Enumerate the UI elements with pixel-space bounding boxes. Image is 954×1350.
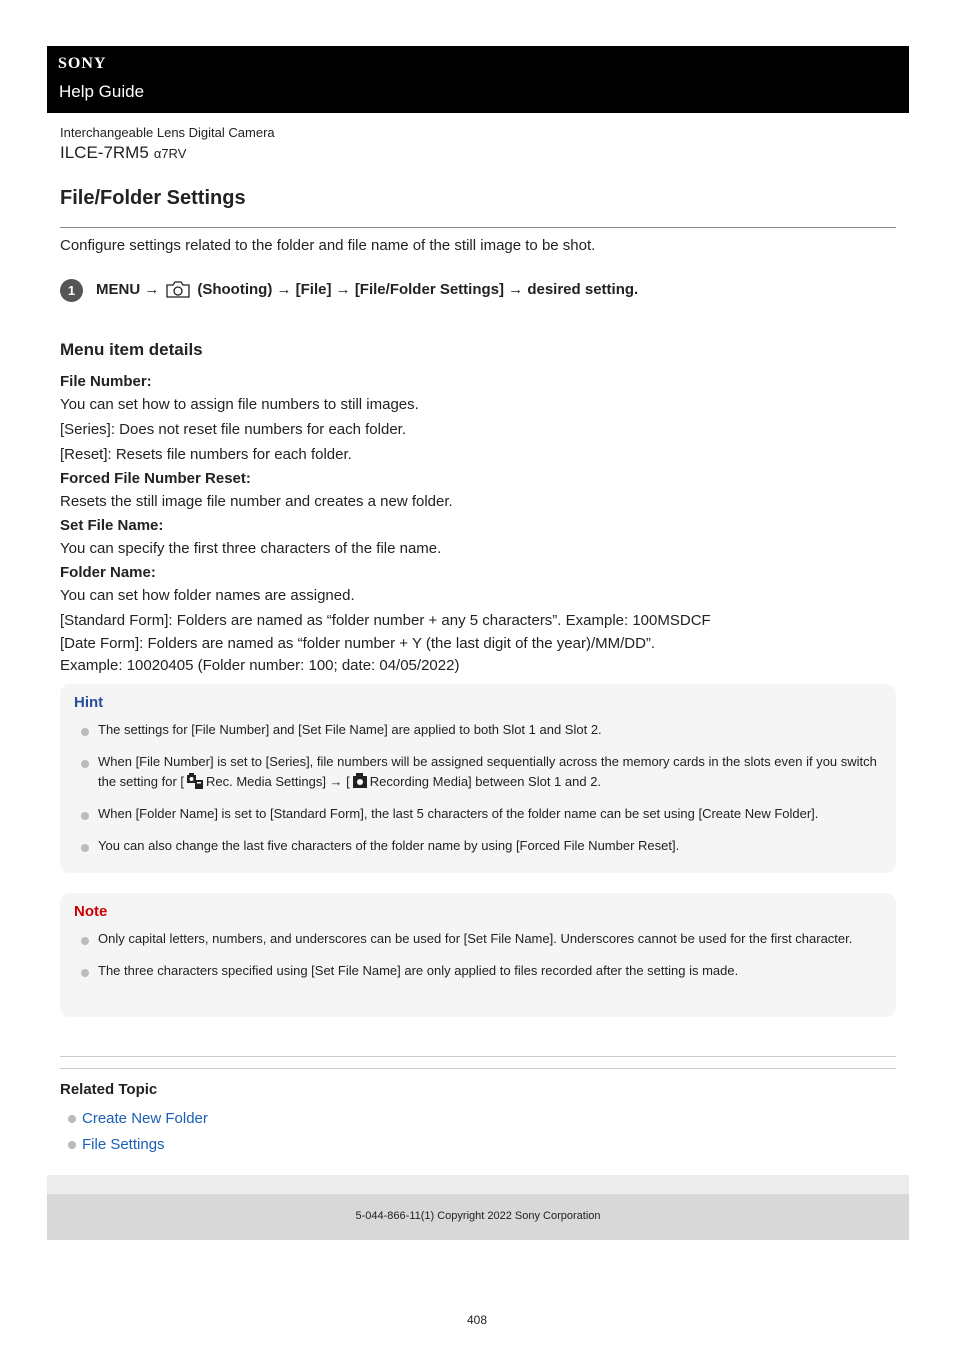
related-topic-list: [60, 1106, 208, 1158]
section-divider: [60, 1056, 896, 1057]
bullet-icon: [81, 937, 89, 945]
folder-name-standard: [Standard Form]: Folders are named as “folder number + any 5 characters”. Example: 100MSDCF: [60, 612, 711, 629]
bullet-icon: [81, 812, 89, 820]
list-item: [60, 1106, 208, 1132]
procedure-step: [60, 276, 638, 302]
list-item: You can also change the last five characters of the folder name by using [Forced File Number Reset].: [60, 836, 896, 855]
list-item: The settings for [File Number] and [Set File Name] are applied to both Slot 1 and Slot 2.: [60, 720, 896, 739]
section-divider: [60, 1068, 896, 1069]
camera-icon: [165, 279, 191, 299]
list-item: [60, 1132, 208, 1158]
footer-band: [47, 1175, 909, 1194]
file-number-reset: [Reset]: Resets file numbers for each folder.: [60, 446, 352, 463]
file-number-series: [Series]: Does not reset file numbers for each folder.: [60, 421, 407, 438]
bullet-icon: [68, 1115, 76, 1123]
footer-copyright: 5-044-866-11(1) Copyright 2022 Sony Corporation: [47, 1194, 909, 1240]
rec-media-settings-icon: [186, 771, 204, 789]
header-bar: [47, 46, 909, 113]
step-number-badge: 1: [60, 279, 83, 302]
hint-box: [60, 684, 896, 873]
note-list: [60, 929, 896, 993]
folder-name-date: [Date Form]: Folders are named as “folder number + Y (the last digit of the year)/MM/DD”.: [60, 635, 656, 652]
intro-text: Configure settings related to the folder and file name of the still image to be shot.: [60, 237, 596, 254]
bullet-icon: [81, 728, 89, 736]
bullet-icon: [81, 760, 89, 768]
link-create-new-folder[interactable]: Create New Folder: [82, 1110, 208, 1127]
bullet-icon: [68, 1141, 76, 1149]
product-category: Interchangeable Lens Digital Camera: [60, 125, 275, 140]
model-alias: α7RV: [153, 146, 187, 161]
help-guide-label: Help Guide: [59, 82, 145, 101]
forced-reset-label: Forced File Number Reset:: [60, 470, 251, 487]
bullet-icon: [81, 969, 89, 977]
menu-item-details-heading: Menu item details: [60, 340, 203, 359]
link-file-settings[interactable]: File Settings: [82, 1136, 165, 1153]
step-path-text: (Shooting) → [File] → [File/Folder Settings] → desired setting.: [197, 280, 639, 298]
related-topic-heading: Related Topic: [60, 1081, 158, 1098]
hint-list: [60, 720, 896, 868]
title-divider: [60, 227, 896, 228]
folder-name-example: Example: 10020405 (Folder number: 100; date: 04/05/2022): [60, 657, 460, 674]
list-item: When [File Number] is set to [Series], file numbers will be assigned sequentially across the memory cards in the slots even if you switch the setting for [ Rec. Media Settings] → [ Recording Media] between Slot 1 and 2.: [60, 752, 896, 791]
note-box: [60, 893, 896, 1017]
folder-name-desc: You can set how folder names are assigned.: [60, 587, 355, 604]
product-model: [60, 143, 186, 163]
page-number: 408: [466, 1313, 488, 1327]
set-file-name-desc: You can specify the first three characters of the file name.: [60, 540, 442, 557]
note-title: Note: [74, 903, 108, 920]
folder-name-label: Folder Name:: [60, 564, 156, 581]
forced-reset-desc: Resets the still image file number and creates a new folder.: [60, 493, 453, 510]
page-title: File/Folder Settings: [60, 187, 246, 209]
list-item: When [Folder Name] is set to [Standard Form], the last 5 characters of the folder name can be set using [Create New Folder].: [60, 804, 896, 823]
menu-item-details: [60, 370, 896, 677]
file-number-desc: You can set how to assign file numbers to still images.: [60, 396, 419, 413]
sony-logo: SONY: [58, 55, 107, 72]
model-number: ILCE-7RM5: [60, 143, 149, 162]
list-item: The three characters specified using [Set File Name] are only applied to files recorded after the setting is made.: [60, 961, 896, 980]
file-number-label: File Number:: [60, 373, 152, 390]
step-menu-text: MENU →: [96, 280, 160, 298]
bullet-icon: [81, 844, 89, 852]
recording-media-icon: [352, 771, 368, 789]
list-item: Only capital letters, numbers, and underscores can be used for [Set File Name]. Underscores cannot be used for the first character.: [60, 929, 896, 948]
hint-title: Hint: [74, 694, 104, 711]
set-file-name-label: Set File Name:: [60, 517, 164, 534]
